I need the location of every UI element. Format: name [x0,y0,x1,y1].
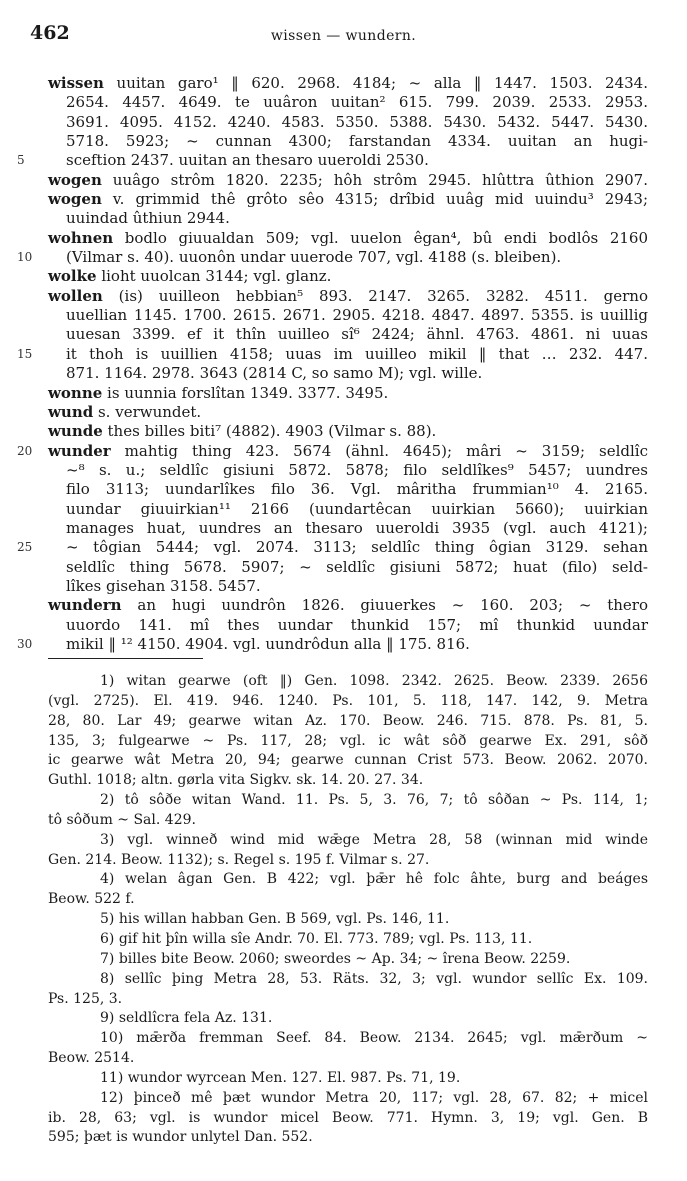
running-title: wissen — wundern. [270,28,417,44]
entry-headword-line [48,422,648,441]
line-number: 15 [17,346,33,361]
footnote-list [48,672,648,1148]
headword: wundern [48,596,122,615]
entry-line [48,519,648,538]
entry-line [48,113,648,132]
entry-line [17,344,648,364]
footnote-line: Gen. 214. Beow. 1132); s. Regel s. 195 f. Vilmar s. 27. [48,851,430,868]
entry-headword-line [48,229,648,248]
entry-line [17,248,648,267]
entry-line [17,538,648,557]
footnote-line: ic gearwe wât Metra 20, 94; gearwe cunnan Crist 573. Beow. 2062. 2070. [48,752,648,769]
headword: wunde [48,422,103,441]
entry-line [48,325,648,344]
entry-line [48,500,648,519]
entry-text: is uunnia forslîtan 1349. 3377. 3495. [102,383,389,402]
footnote-line: 8) sellîc þing Metra 28, 53. Räts. 32, 3; vgl. wundor sellîc Ex. 109. [100,970,648,987]
entry-text: mahtig thing 423. 5674 (ähnl. 4645); mâri ~ 3159; seldlîc [110,441,648,460]
headword: wogen [48,190,102,209]
entry-headword-line [48,287,648,306]
entry-text: (is) uuilleon hebbian⁵ 893. 2147. 3265. 3282. 4511. gerno [102,286,648,305]
entry-text: uundar giuuirkian¹¹ 2166 (uundartêcan uuirkian 5660); uuirkian [66,499,648,518]
footnote-line: 12) þinceð mê þæt wundor Metra 20, 117; vgl. 28, 67. 82; + micel [100,1089,648,1106]
footnote-line: 135, 3; fulgearwe ~ Ps. 117, 28; vgl. ic wât sôð gearwe Ex. 291, sôð [48,732,648,749]
headword: wund [48,402,94,421]
footnote-line: 595; þæt is wundor unlytel Dan. 552. [48,1129,313,1146]
line-number: 25 [17,540,33,555]
footnote-line: (vgl. 2725). El. 419. 946. 1240. Ps. 101, 5. 118, 147. 142, 9. Metra [48,692,648,709]
entry-text: sceftion 2437. uuitan an thesaro uueroldi 2530. [66,151,429,170]
headword: wunder [48,441,111,460]
footnote-line: 3) vgl. winneð wind mid wǣge Metra 28, 58 (winnan mid winde [100,831,648,848]
entry-text: filo 3113; uundarlîkes filo 36. Vgl. mâritha frummian¹⁰ 4. 2165. [66,480,648,499]
entry-line [48,306,648,325]
footnote-rule [48,658,203,659]
footnote-line: 4) welan âgan Gen. B 422; vgl. þǣr hê folc âhte, burg and beáges [100,871,648,888]
entry-text: lioht uuolcan 3144; vgl. glanz. [96,267,332,286]
entry-text: 2654. 4457. 4649. te uuâron uuitan² 615. 799. 2039. 2533. 2953. [66,93,648,112]
entry-text: 871. 1164. 2978. 3643 (2814 C, so samo M); vgl. wille. [66,364,483,383]
entry-line [48,209,648,228]
entry-headword-line [48,171,648,190]
footnote-line: Beow. 522 f. [48,891,135,908]
entry-text: an hugi uundrôn 1826. giuuerkes ~ 160. 203; ~ thero [121,596,648,615]
entry-text: 5718. 5923; ~ cunnan 4300; farstandan 4334. uuitan an hugi- [66,132,648,151]
entry-text: it thoh is uuillien 4158; uuas im uuilleo mikil ‖ that … 232. 447. [66,344,648,363]
headword: wonne [48,383,103,402]
headword: wolke [48,267,97,286]
entry-text: lîkes gisehan 3158. 5457. [66,576,261,595]
line-number: 30 [17,636,33,651]
entry-headword-line [48,267,648,286]
entry-headword-line [48,74,648,93]
entry-text: mikil ‖ ¹² 4150. 4904. vgl. uundrôdun alla ‖ 175. 816. [66,634,470,653]
entry-text: (Vilmar s. 40). uuonôn undar uuerode 707, vgl. 4188 (s. bleiben). [66,248,562,267]
entry-list [17,74,648,654]
footnote-line: 9) seldlîcra fela Az. 131. [100,1010,273,1027]
page-header [30,22,657,46]
footnote-line: 1) witan gearwe (oft ‖) Gen. 1098. 2342. 2625. Beow. 2339. 2656 [100,673,648,689]
footnote-line: 28, 80. Lar 49; gearwe witan Az. 170. Beow. 246. 715. 878. Ps. 81, 5. [48,712,648,729]
entry-line [48,132,648,151]
line-number: 10 [17,250,33,265]
entry-text: 3691. 4095. 4152. 4240. 4583. 5350. 5388. 5430. 5432. 5447. 5430. [66,112,648,131]
headword: wohnen [48,228,114,247]
entry-line [48,577,648,596]
entry-text: uuindad ûthiun 2944. [66,209,230,228]
entry-line [48,93,648,112]
line-number: 5 [17,153,25,168]
entry-line [48,616,648,635]
entry-line [48,558,648,577]
entry-text: seldlîc thing 5678. 5907; ~ seldlîc gisiuni 5872; huat (filo) seld- [66,557,648,576]
entry-text: s. verwundet. [93,402,202,421]
entry-text: uuitan garo¹ ‖ 620. 2968. 4184; ~ alla ‖ 1447. 1503. 2434. [103,74,648,92]
entry-text: v. grimmid thê grôto sêo 4315; drîbid uuâg mid uuindu³ 2943; [101,190,648,209]
entry-headword-line [17,441,648,461]
footnote-line: 10) mǣrða fremman Seef. 84. Beow. 2134. 2645; vgl. mǣrðum ~ [100,1030,648,1047]
entry-headword-line [48,384,648,403]
headword: wissen [48,74,104,92]
entry-text: uuordo 141. mî thes uundar thunkid 157; mî thunkid uundar [66,615,648,634]
entry-text: ~ tôgian 5444; vgl. 2074. 3113; seldlîc thing ôgian 3129. sehan [66,538,648,557]
headword: wollen [48,286,103,305]
entry-headword-line [48,190,648,209]
entry-text: manages huat, uundres an thesaro uueroldi 3935 (vgl. auch 4121); [66,518,648,537]
entry-headword-line [48,403,648,422]
footnote-line: 6) gif hit þîn willa sîe Andr. 70. El. 773. 789; vgl. Ps. 113, 11. [100,930,533,947]
entry-line [48,364,648,383]
entry-line [17,151,648,170]
entry-text: ~⁸ s. u.; seldlîc gisiuni 5872. 5878; filo seldlîkes⁹ 5457; uundres [66,460,648,479]
footnote-line: Ps. 125, 3. [48,990,123,1007]
line-number: 20 [17,443,33,458]
footnote-line: ib. 28, 63; vgl. is wundor micel Beow. 771. Hymn. 3, 19; vgl. Gen. B [48,1109,648,1126]
entry-text: uuesan 3399. ef it thîn uuilleo sî⁶ 2424; ähnl. 4763. 4861. ni uuas [66,325,648,344]
entry-line [48,461,648,480]
entry-text: thes billes biti⁷ (4882). 4903 (Vilmar s. 88). [102,422,437,441]
footnote-line: 2) tô sôðe witan Wand. 11. Ps. 5, 3. 76, 7; tô sôðan ~ Ps. 114, 1; [100,792,648,809]
page-number: 462 [30,22,70,44]
entry-line [17,634,648,654]
entry-text: uuâgo strôm 1820. 2235; hôh strôm 2945. hlûttra ûthion 2907. [101,170,648,189]
footnote-line: 11) wundor wyrcean Men. 127. El. 987. Ps. 71, 19. [100,1069,461,1086]
entry-headword-line [48,596,648,615]
headword: wogen [48,170,102,189]
footnote-line: Beow. 2514. [48,1050,135,1067]
footnote-line: 5) his willan habban Gen. B 569, vgl. Ps. 146, 11. [100,911,450,928]
footnote-line: tô sôðum ~ Sal. 429. [48,811,196,828]
footnote-line: 7) billes bite Beow. 2060; sweordes ~ Ap. 34; ~ îrena Beow. 2259. [100,950,571,967]
footnote-line: Guthl. 1018; altn. gørla vita Sigkv. sk. 14. 20. 27. 34. [48,772,424,789]
entry-text: uuellian 1145. 1700. 2615. 2671. 2905. 4218. 4847. 4897. 5355. is uuillig [66,306,648,325]
entry-line [48,480,648,499]
entry-text: bodlo giuualdan 509; vgl. uuelon êgan⁴, bû endi bodlôs 2160 [113,228,648,247]
